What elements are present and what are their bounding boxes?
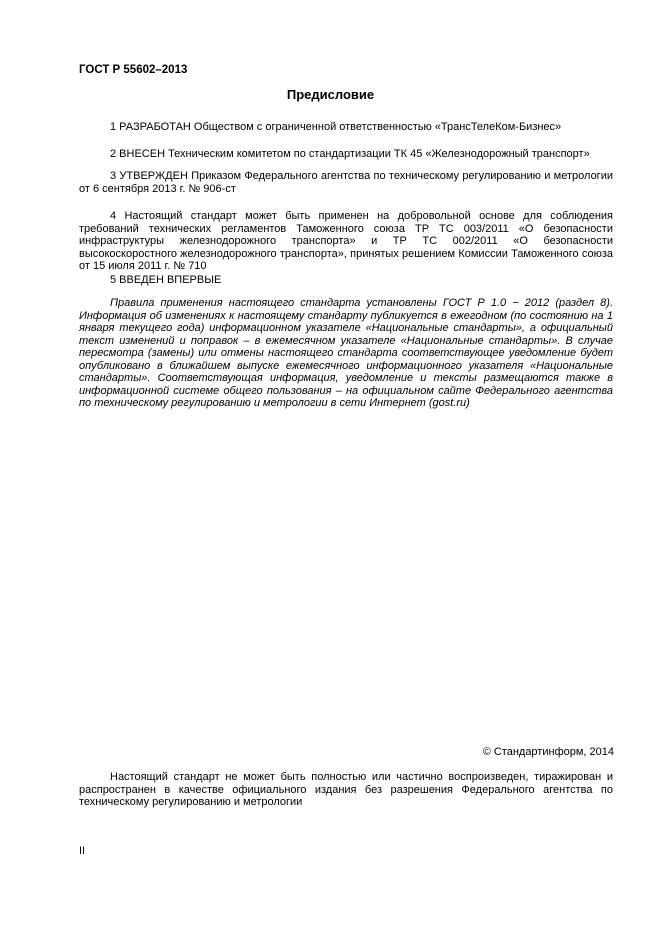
- paragraph-application: 4 Настоящий стандарт может быть применен на добровольной основе для соблюдения требований технических регламентов Таможенного союза ТР ТС 003/2011 «О безопасности инфраструктуры железнодорожного транспорта» и ТР ТС 002/2011 «О безопасности высокоскоростного железнодорожного транспорта», принятых решением Комиссии Таможенного союза от 15 июля 2011 г. № 710: [79, 210, 613, 272]
- paragraph-approved: 3 УТВЕРЖДЕН Приказом Федерального агентства по техническому регулированию и метрологии от 6 сентября 2013 г. № 906-ст: [79, 170, 613, 195]
- page-title: Предисловие: [286, 87, 375, 102]
- paragraph-introduced: 2 ВНЕСЕН Техническим комитетом по стандартизации ТК 45 «Железнодорожный транспорт»: [110, 148, 590, 160]
- paragraph-rules: Правила применения настоящего стандарта установлены ГОСТ Р 1.0 − 2012 (раздел 8). Информация об изменениях к настоящему стандарту публикуется в ежегодном (по состоянию на 1 января текущего года) информационном указателе «Национальные стандарты», а официальный текст изменений и поправок – в ежемесячном указателе «Национальные стандарты». В случае пересмотра (замены) или отмены настоящего стандарта соответствующее уведомление будет опубликовано в ближайшем выпуске ежемесячного информационного указателя «Национальные стандарты». Соответствующая информация, уведомление и тексты размещаются также в информационной системе общего пользования – на официальном сайте Федерального агентства по техническому регулированию и метрологии в сети Интернет (gost.ru): [79, 297, 613, 409]
- paragraph-first-introduced: 5 ВВЕДЕН ВПЕРВЫЕ: [110, 274, 222, 286]
- paragraph-developed: 1 РАЗРАБОТАН Обществом с ограниченной ответственностью «ТрансТелеКом-Бизнес»: [110, 121, 562, 133]
- copyright: © Стандартинформ, 2014: [482, 746, 614, 758]
- standard-code: ГОСТ Р 55602–2013: [79, 64, 188, 76]
- page-number: II: [79, 845, 86, 857]
- reproduction-notice: Настоящий стандарт не может быть полностью или частично воспроизведен, тиражирован и распространен в качестве официального издания без разрешения Федерального агентства по техническому регулированию и метрологии: [79, 771, 613, 808]
